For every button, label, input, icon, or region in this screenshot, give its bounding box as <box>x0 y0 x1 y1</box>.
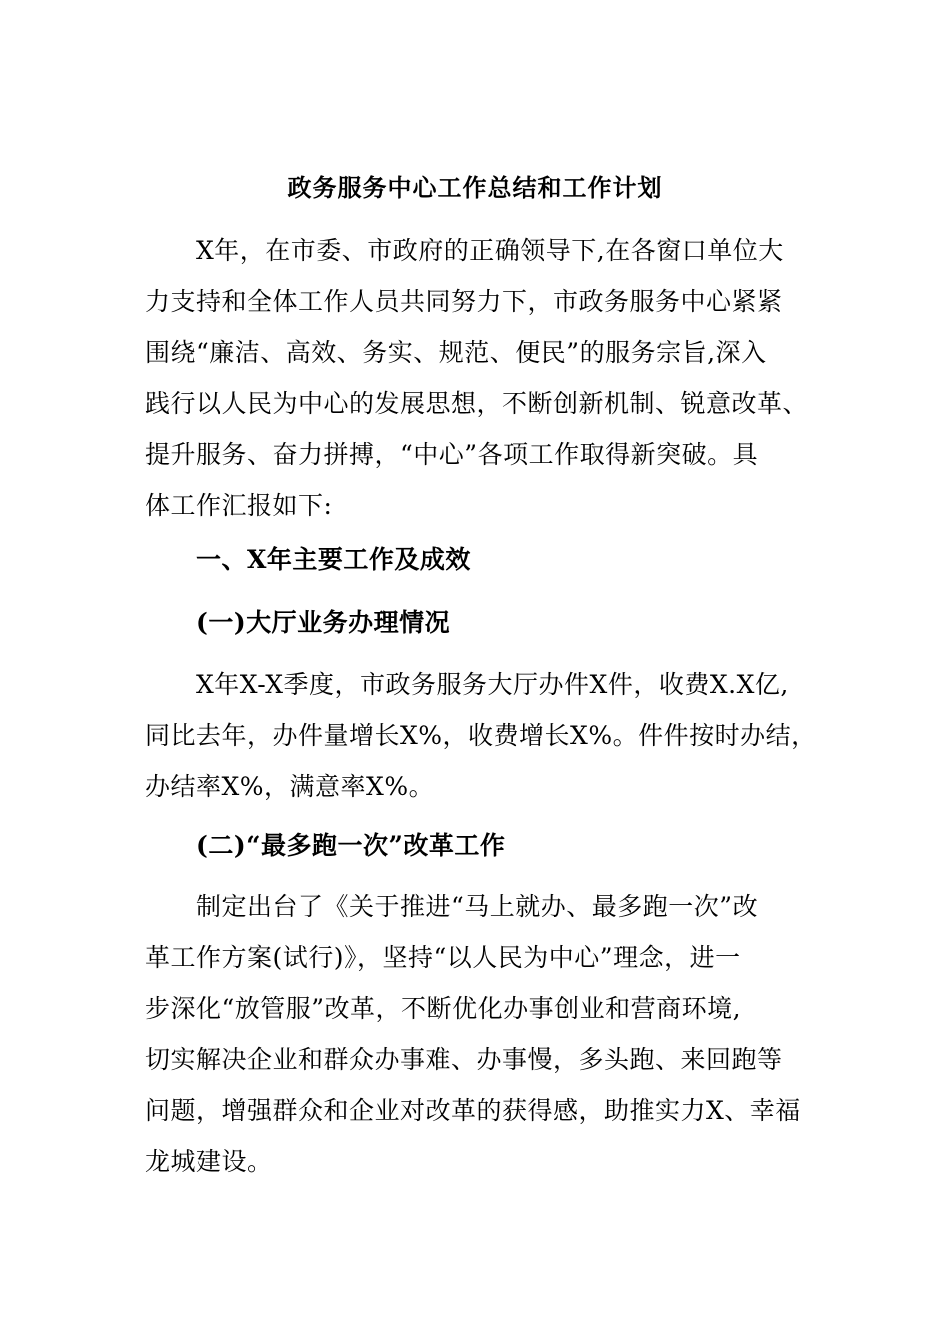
subsection-heading-2: (二)“最多跑一次”改革工作 <box>196 831 506 860</box>
intro-line-3: 围绕“廉洁、高效、务实、规范、便民”的服务宗旨,深入 <box>145 338 767 367</box>
document-title: 政务服务中心工作总结和工作计划 <box>287 173 663 202</box>
sub1-line-1: X年X-X季度，市政务服务大厅办件X件，收费X.X亿, <box>196 670 789 699</box>
sub2-line-4: 切实解决企业和群众办事难、办事慢，多头跑、来回跑等 <box>145 1045 783 1074</box>
sub1-line-2: 同比去年，办件量增长X%，收费增长X%。件件按时办结， <box>145 721 817 750</box>
sub2-line-3: 步深化“放管服”改革，不断优化办事创业和营商环境, <box>145 994 742 1023</box>
intro-line-4: 践行以人民为中心的发展思想，不断创新机制、锐意改革、 <box>145 389 809 418</box>
subsection-heading-1: (一)大厅业务办理情况 <box>196 608 451 637</box>
sub2-line-2: 革工作方案(试行)》，坚持“以人民为中心”理念，进一 <box>145 943 741 972</box>
intro-line-1: X年，在市委、市政府的正确领导下,在各窗口单位大 <box>196 236 784 265</box>
intro-line-5: 提升服务、奋力拼搏，“中心”各项工作取得新突破。具 <box>145 440 759 469</box>
intro-line-6: 体工作汇报如下: <box>145 491 333 520</box>
section-heading-1: 一、X年主要工作及成效 <box>196 545 471 574</box>
sub2-line-6: 龙城建设。 <box>145 1147 273 1176</box>
sub2-line-5: 问题，增强群众和企业对改革的获得感，助推实力X、幸福 <box>145 1096 801 1125</box>
intro-line-2: 力支持和全体工作人员共同努力下，市政务服务中心紧紧 <box>145 287 783 316</box>
sub2-line-1: 制定出台了《关于推进“马上就办、最多跑一次”改 <box>196 892 759 921</box>
sub1-line-3: 办结率X%，满意率X%。 <box>145 772 435 801</box>
